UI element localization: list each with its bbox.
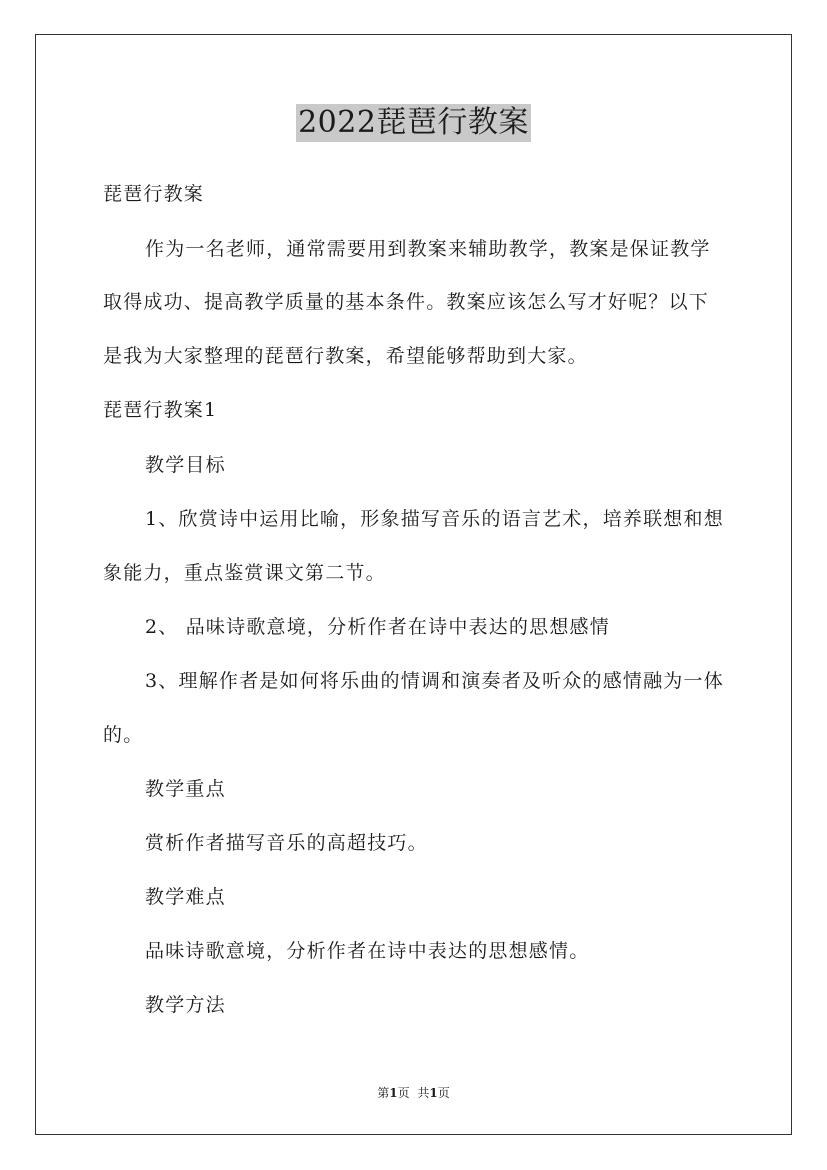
title-container [0, 104, 827, 142]
paragraph-line: 品味诗歌意境，分析作者在诗中表达的思想感情。 [145, 940, 590, 962]
section-heading: 琵琶行教案1 [103, 399, 218, 421]
list-item-line: 的。 [103, 724, 144, 746]
paragraph-line: 取得成功、提高教学质量的基本条件。教案应该怎么写才好呢？以下 [103, 291, 710, 313]
page-footer [0, 1085, 827, 1101]
list-item-line: 3、理解作者是如何将乐曲的情调和演奏者及听众的感情融为一体 [145, 670, 724, 692]
subsection-heading: 教学方法 [145, 994, 226, 1016]
list-item-line: 象能力，重点鉴赏课文第二节。 [103, 562, 386, 584]
subsection-heading: 教学目标 [145, 454, 226, 476]
paragraph-line: 是我为大家整理的琵琶行教案，希望能够帮助到大家。 [103, 345, 588, 367]
list-item-line: 2、 品味诗歌意境，分析作者在诗中表达的思想感情 [145, 616, 610, 638]
footer-page-number: 1 [389, 1086, 398, 1100]
footer-total-suffix: 页 [437, 1086, 450, 1100]
paragraph-line: 作为一名老师，通常需要用到教案来辅助教学，教案是保证教学 [145, 238, 711, 260]
document-title: 2022琵琶行教案 [298, 105, 529, 140]
footer-page-prefix: 第 [377, 1086, 390, 1100]
list-item-line: 1、欣赏诗中运用比喻，形象描写音乐的语言艺术，培养联想和想 [145, 508, 724, 530]
section-heading: 琵琶行教案 [103, 183, 205, 205]
subsection-heading: 教学难点 [145, 886, 226, 908]
footer-page-suffix: 页 [397, 1086, 410, 1100]
subsection-heading: 教学重点 [145, 778, 226, 800]
footer-total-prefix: 共 [417, 1086, 430, 1100]
paragraph-line: 赏析作者描写音乐的高超技巧。 [145, 832, 428, 854]
footer-total-number: 1 [429, 1086, 438, 1100]
